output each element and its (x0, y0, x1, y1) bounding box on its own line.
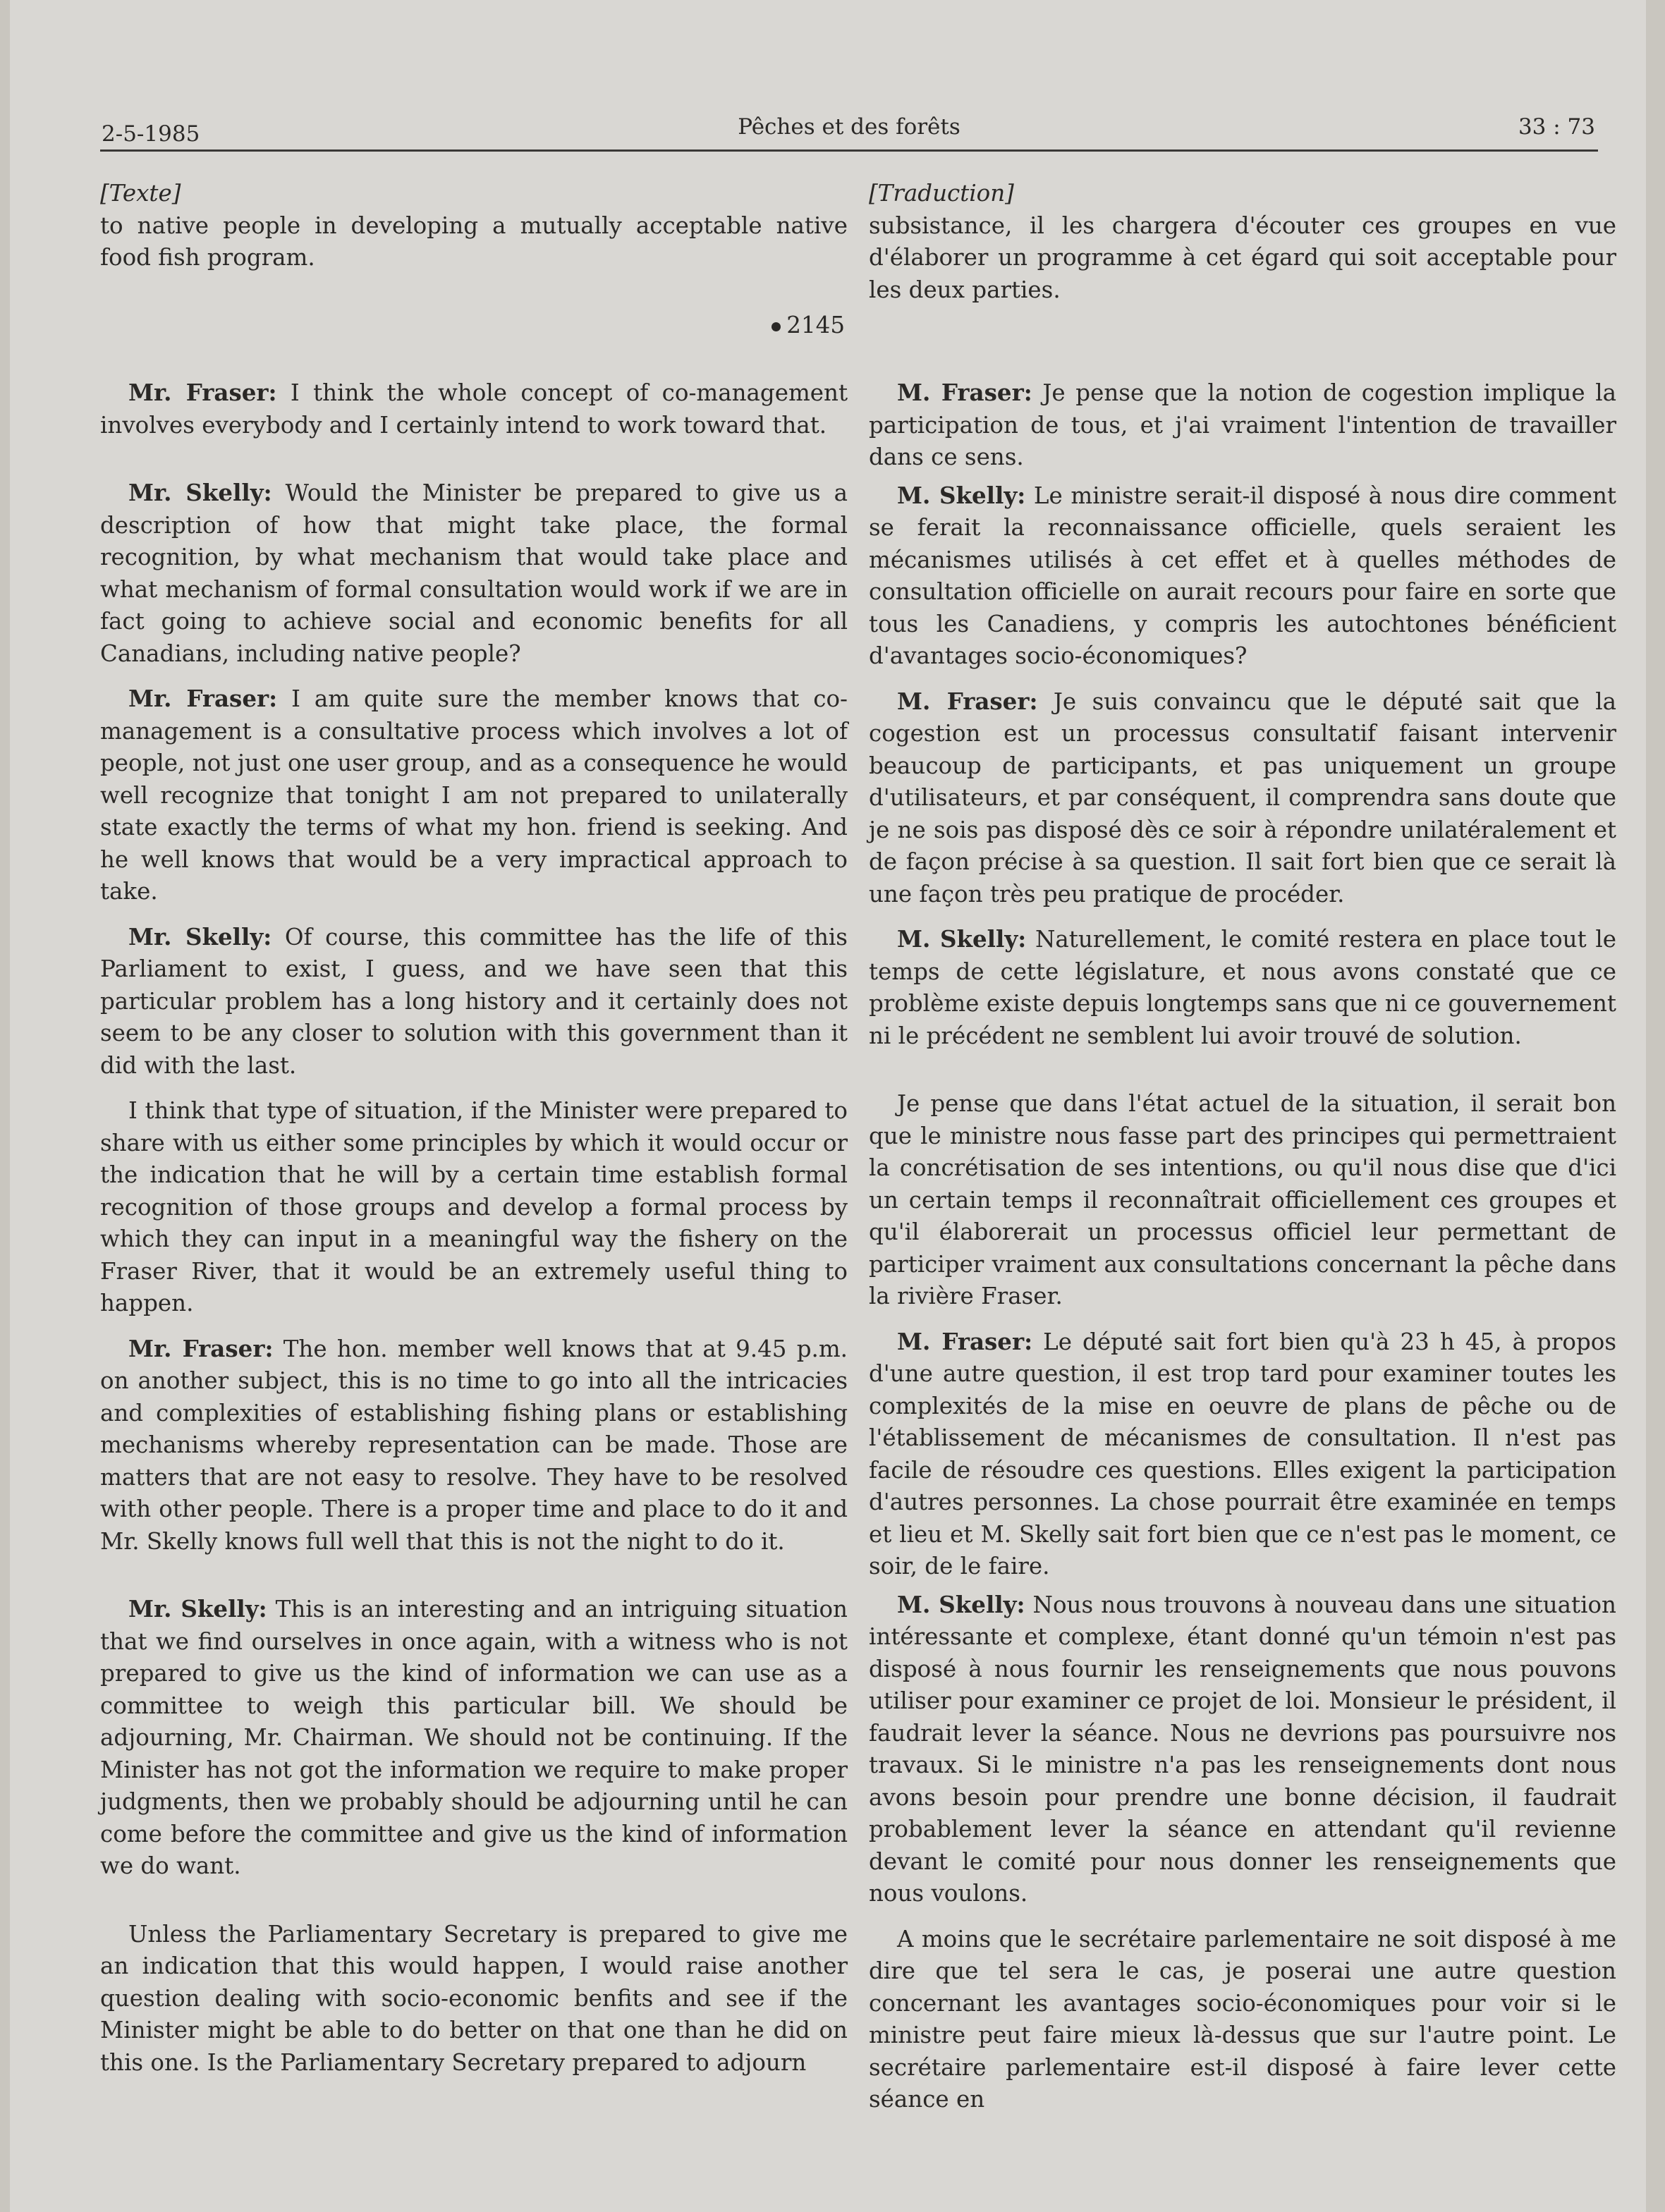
document-page (10, 0, 1646, 2212)
paragraph-text: I think the whole concept of co-management involves everybody and I certainly intend to work toward that. (100, 379, 848, 439)
speaker-name: Mr. Fraser: (128, 685, 278, 712)
paragraph (869, 1087, 1616, 1313)
intro-paragraph: subsistance, il les chargera d'écouter ces groupes en vue d'élaborer un programme à cet égard qui soit acceptable pour les deux parties. (869, 212, 1616, 303)
paragraph (869, 1589, 1616, 1910)
paragraph-text: Nous nous trouvons à nouveau dans une situation intéressante et complexe, étant donné qu'un témoin n'est pas disposé à nous fournir les renseignements que nous pouvons utiliser pour examiner ce projet de loi. Monsieur le président, il faudrait lever la séance. Nous ne devrions pas poursuivre nos travaux. Si le ministre n'a pas les renseignements dont nous avons besoin pour prendre une bonne décision, il faudrait probablement lever la séance en attendant qu'il revienne devant le comité pour nous donner les renseignements que nous voulons. (869, 1591, 1616, 1907)
paragraph-text: Naturellement, le comité restera en place tout le temps de cette législature, et nous avons constaté que ce problème existe depuis longtemps sans que ni ce gouvernement ni le précédent ne semblent lui avoir trouvé de solution. (869, 926, 1616, 1049)
left-column-english (100, 178, 848, 2079)
paragraph-text: Je pense que dans l'état actuel de la situation, il serait bon que le ministre nous fasse part des principes qui permettraient la concrétisation de ses intentions, ou qu'il nous dise que d'ici un certain temps il reconnaîtrait officiellement ces groupes et qu'il élaborerait un processus officiel leur permettant de participer vraiment aux consultations concernant la pêche dans la rivière Fraser. (869, 1090, 1616, 1309)
speaker-name: M. Skelly: (897, 481, 1026, 509)
paragraph (869, 377, 1616, 474)
header-title: Pêches et des forêts (738, 114, 960, 140)
speaker-name: Mr. Skelly: (128, 922, 272, 951)
paragraph (869, 923, 1616, 1052)
paragraph (869, 1326, 1616, 1583)
paragraph-text: This is an interesting and an intriguing situation that we find ourselves in once again, with a witness who is not prepared to give us the kind of information we can use as a committee to weigh this particular bill. We should be adjourning, Mr. Chairman. We should not be continuing. If the Minister has not got the information we require to make proper judgments, then we probably should be adjourning until he can come before the committee and give us the kind of information we do want. (100, 1596, 848, 1879)
paragraph-text: Would the Minister be prepared to give us a description of how that might take place, the formal recognition, by what mechanism that would take place and what mechanism of formal consultation would work if we are in fact going to achieve social and economic benefits for all Canadians, including native people? (100, 479, 848, 667)
paragraph (100, 1918, 848, 2079)
paragraph (100, 477, 848, 670)
bullet-icon (771, 322, 781, 331)
paragraph (100, 1094, 848, 1320)
speaker-name: Mr. Skelly: (128, 1595, 267, 1623)
paragraph-text: Le ministre serait-il disposé à nous dire comment se ferait la reconnaissance officielle, quels seraient les mécanismes utilisés à cet effet et à quelles méthodes de consultation officielle on aurait recours pour faire en sorte que tous les Canadiens, y compris les autochtones bénéficient d'avantages socio-économiques? (869, 482, 1616, 669)
paragraph-text: A moins que le secrétaire parlementaire ne soit disposé à me dire que tel sera le cas, je poserai une autre question concernant les avantages socio-économiques pour voir si le ministre peut faire mieux là-dessus que sur l'autre point. Le secrétaire parlementaire est-il disposé à faire lever cette séance en (869, 1925, 1616, 2113)
speaker-name: Mr. Fraser: (128, 379, 277, 406)
speaker-name: M. Skelly: (897, 1590, 1025, 1618)
paragraph (869, 479, 1616, 673)
speaker-name: Mr. Fraser: (128, 1334, 274, 1362)
paragraph (869, 1923, 1616, 2116)
paragraph-text: Je suis convaincu que le député sait que la cogestion est un processus consultatif faisant intervenir beaucoup de participants, et pas uniquement un groupe d'utilisateurs, et par conséquent, il comprendra sans doute que je ne sois pas disposé dès ce soir à répondre unilatéralement et de façon précise à sa question. Il sait fort bien que ce serait là une façon très peu pratique de procéder. (869, 688, 1617, 908)
speaker-name: M. Skelly: (897, 925, 1027, 953)
right-column-french (869, 178, 1616, 2116)
paragraph (100, 377, 848, 441)
paragraph-text: I am quite sure the member knows that co-management is a consultative process which involves a lot of people, not just one user group, and as a consequence he would well recognize that tonight I am not prepared to unilaterally state exactly the terms of what my hon. friend is seeking. And he well knows that would be a very impractical approach to take. (100, 685, 848, 905)
paragraph-text: I think that type of situation, if the Minister were prepared to share with us either some principles by which it would occur or the indication that he will by a certain time establish formal recognition of those groups and develop a formal process by which they can input in a meaningful way the fishery on the Fraser River, that it would be an extremely useful thing to happen. (100, 1097, 848, 1316)
paragraph (869, 685, 1616, 911)
paragraph (100, 683, 848, 908)
header-date: 2-5-1985 (102, 121, 200, 147)
speaker-name: M. Fraser: (897, 379, 1032, 406)
paragraph-text: Le député sait fort bien qu'à 23 h 45, à propos d'une autre question, il est trop tard pour examiner toutes les complexités de la mise en oeuvre de plans de pêche ou de l'établissement de mécanismes de consultation. Il n'est pas facile de résoudre ces questions. Elles exigent la participation d'autres personnes. La chose pourrait être examinée en temps et lieu et M. Skelly sait fort bien que ce n'est pas le moment, ce soir, de le faire. (869, 1328, 1616, 1579)
time-stamp: 2145 (100, 310, 848, 342)
section-label-traduction: [Traduction] (869, 180, 1014, 207)
header-page-number: 33 : 73 (1518, 114, 1595, 140)
paragraph (100, 1333, 848, 1558)
speaker-name: M. Fraser: (897, 687, 1038, 715)
speaker-name: M. Fraser: (897, 1327, 1033, 1355)
intro-paragraph: to native people in developing a mutually acceptable native food fish program. (100, 212, 848, 271)
paragraph-text: Je pense que la notion de cogestion implique la participation de tous, et j'ai vraiment l'intention de travailler dans ce sens. (869, 379, 1616, 470)
page-header (100, 107, 1598, 152)
section-label-texte: [Texte] (100, 180, 181, 207)
paragraph-text: Unless the Parliamentary Secretary is prepared to give me an indication that this would happen, I would raise another question dealing with socio-economic benfits and see if the Minister might be able to do better on that one than he did on this one. Is the Parliamentary Secretary prepared to adjourn (100, 1920, 848, 2076)
paragraph (100, 921, 848, 1082)
speaker-name: Mr. Skelly: (128, 479, 272, 506)
paragraph-text: The hon. member well knows that at 9.45 p.m. on another subject, this is no time to go into all the intricacies and complexities of establishing fishing plans or establishing mechanisms whereby representation can be made. Those are matters that are not easy to resolve. They have to be resolved with other people. There is a proper time and place to do it and Mr. Skelly knows full well that this is not the night to do it. (100, 1335, 848, 1555)
paragraph (100, 1593, 848, 1883)
paragraph-text: Of course, this committee has the life of this Parliament to exist, I guess, and we have seen that this particular problem has a long history and it certainly does not seem to be any closer to solution with this government than it did with the last. (100, 923, 848, 1079)
